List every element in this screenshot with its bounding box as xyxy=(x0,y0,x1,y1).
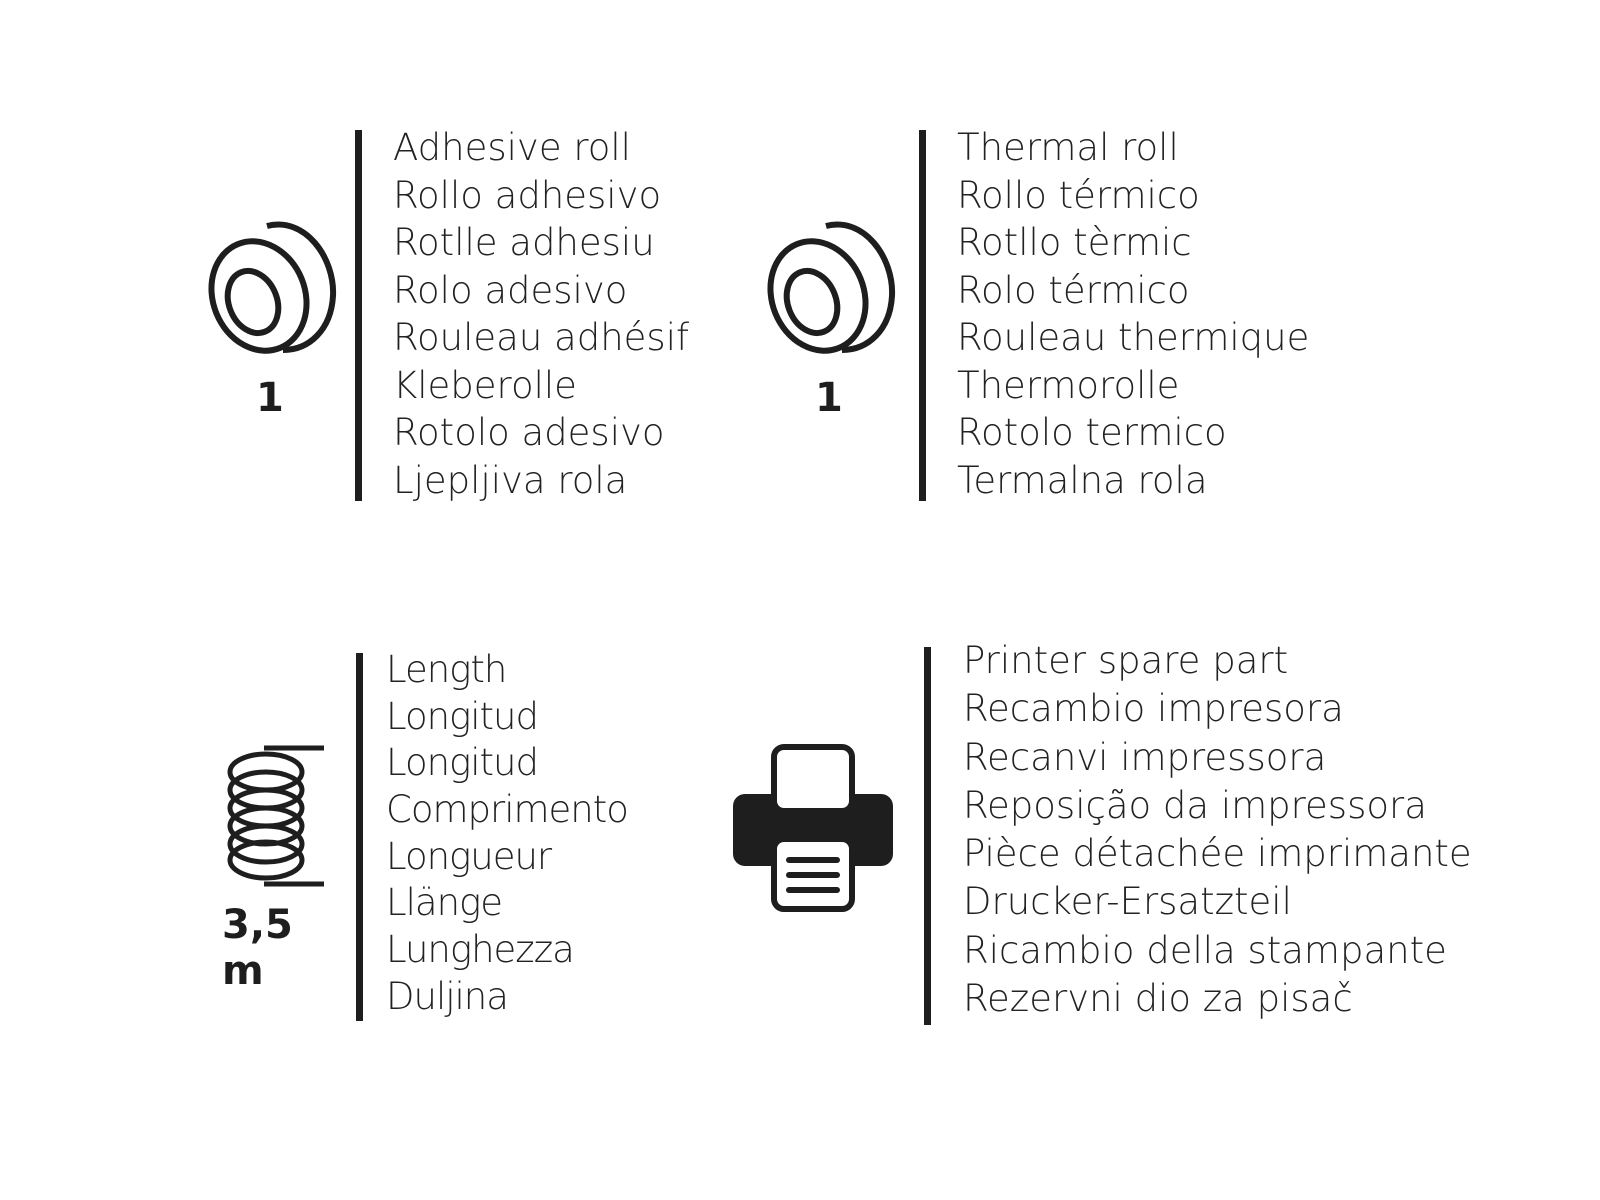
label-de: Llänge xyxy=(386,881,502,925)
label-es: Recambio impresora xyxy=(963,687,1344,731)
label-pt: Reposição da impressora xyxy=(963,783,1427,827)
divider xyxy=(356,653,363,1021)
label-hr: Ljepljiva rola xyxy=(393,458,628,502)
label-ca: Longitud xyxy=(386,741,538,785)
label-en: Length xyxy=(386,648,507,691)
label-en: Printer spare part xyxy=(963,639,1289,682)
label-pt: Rolo térmico xyxy=(957,268,1190,312)
label-list xyxy=(386,647,628,1021)
coil-icon xyxy=(220,742,332,892)
label-pt: Rolo adesivo xyxy=(393,268,628,312)
label-hr: Rezervni dio za pisač xyxy=(963,977,1353,1021)
label-es: Longitud xyxy=(386,694,538,738)
divider xyxy=(924,647,931,1025)
label-hr: Duljina xyxy=(386,974,508,1018)
quantity-label: 1 xyxy=(815,375,843,421)
label-fr: Pièce détachée imprimante xyxy=(963,832,1472,876)
label-ca: Recanvi impressora xyxy=(963,735,1327,779)
label-fr: Rouleau thermique xyxy=(957,316,1310,359)
label-it: Lunghezza xyxy=(386,928,574,972)
label-es: Rollo térmico xyxy=(957,173,1200,217)
label-hr: Termalna rola xyxy=(957,458,1208,502)
label-ca: Rotlle adhesiu xyxy=(393,221,655,264)
divider xyxy=(355,130,362,501)
length-value: 3,5 m xyxy=(222,902,293,994)
label-it: Rotolo termico xyxy=(957,411,1227,454)
label-pt: Comprimento xyxy=(386,788,628,832)
label-de: Kleberolle xyxy=(393,363,577,407)
divider xyxy=(919,130,926,501)
roll-icon xyxy=(764,218,904,358)
quantity-label: 1 xyxy=(256,375,284,421)
printer-icon xyxy=(733,744,893,912)
label-it: Ricambio della stampante xyxy=(963,928,1447,972)
label-list xyxy=(957,124,1309,504)
label-fr: Longueur xyxy=(386,834,552,878)
label-en: Thermal roll xyxy=(957,126,1179,169)
label-es: Rollo adhesivo xyxy=(393,173,662,217)
label-it: Rotolo adesivo xyxy=(393,411,665,454)
label-en: Adhesive roll xyxy=(393,126,631,169)
roll-icon xyxy=(205,218,345,358)
label-fr: Rouleau adhésif xyxy=(393,316,690,359)
label-de: Thermorolle xyxy=(957,363,1180,407)
label-list xyxy=(393,124,689,504)
label-de: Drucker-Ersatzteil xyxy=(963,880,1292,924)
label-list xyxy=(963,637,1472,1023)
label-ca: Rotllo tèrmic xyxy=(957,221,1192,264)
